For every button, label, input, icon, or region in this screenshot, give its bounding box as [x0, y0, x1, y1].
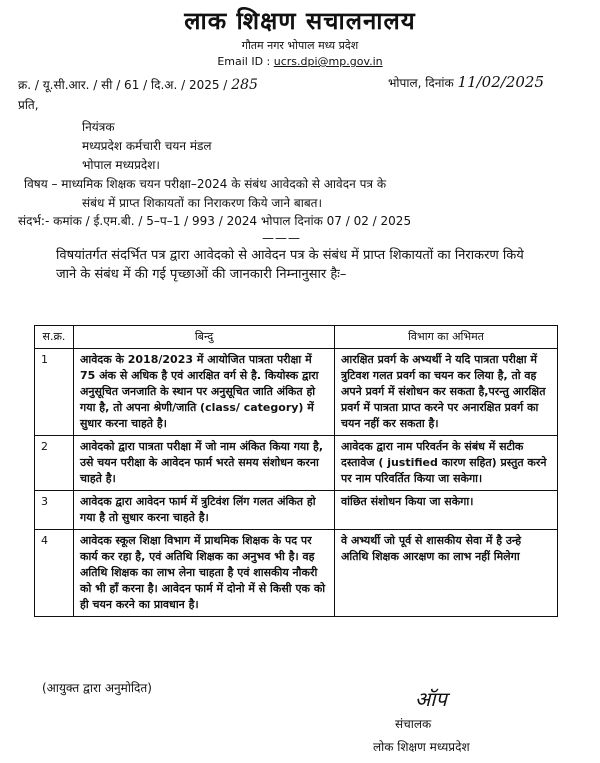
email-line	[0, 55, 600, 68]
reference-number-handwritten: 285	[231, 77, 258, 93]
place-date-label: भोपाल, दिनांक	[388, 76, 454, 90]
addressee-line-1: नियंत्रक	[82, 120, 115, 134]
row-point: आवेदक के 2018/2023 में आयोजित पात्रता परीक्षा में 75 अंक से अधिक है एवं आरक्षित वर्ग से है. कियोस्क द्वारा अनुसूचित जनजाति के स्थान पर अनुसूचित जाति अंकित हो गया है, तो अपना श्रेणी/जाति (class/ category) में सुधार करना चाहते है।	[74, 349, 335, 436]
row-point: आवेदक स्कूल शिक्षा विभाग में प्राथमिक शिक्षक के पद पर कार्य कर रहा है, एवं अतिथि शिक्षक का अनुभव भी है। वह अतिथि शिक्षक का लाभ लेना चाहता है एवं शासकीय नौकरी को भी हाँ करना है। आवेदन फार्म में दोनो में से किसी एक को ही चयन करने का प्रावधान है।	[74, 530, 335, 617]
body-paragraph: विषयांतर्गत संदर्भित पत्र द्वारा आवेदको से आवेदन पत्र के संबंध में प्राप्त शिकायतों का निराकरण किये जाने के संबंध में की गई पृच्छाओं की जानकारी निम्नानुसार हैः–	[56, 248, 524, 282]
row-number: 4	[35, 530, 74, 617]
table-row	[35, 436, 558, 491]
subject-line-2: संबंध में प्राप्त शिकायतों का निराकरण किये जाने बाबत।	[82, 196, 323, 210]
signatory-title: संचालक	[395, 717, 432, 731]
row-number: 1	[35, 349, 74, 436]
email-link[interactable]: ucrs.dpi@mp.gov.in	[273, 55, 383, 68]
page-title: लाक शिक्षण सचालनालय	[184, 7, 416, 35]
signatory-office: लोक शिक्षण मध्यप्रदेश	[373, 740, 470, 754]
addressee-line-2: मध्यप्रदेश कर्मचारी चयन मंडल	[82, 139, 212, 153]
separator: ———	[262, 231, 301, 245]
place-date	[388, 73, 544, 91]
row-opinion: वे अभ्यर्थी जो पूर्व से शासकीय सेवा में है उन्हे अतिथि शिक्षक आरक्षण का लाभ नहीं मिलेगा	[335, 530, 558, 617]
subject-line-1: विषय – माध्यमिक शिक्षक चयन परीक्षा–2024 के संबंध आवेदको से आवेदन पत्र के	[24, 177, 387, 191]
table-header-row	[35, 326, 558, 349]
row-opinion: आवेदक द्वारा नाम परिवर्तन के संबंध में सटीक दस्तावेज ( justified कारण सहित) प्रस्तुत करने पर नाम परिवर्तित किया जा सकेगा।	[335, 436, 558, 491]
office-address: गौतम नगर भोपाल मध्य प्रदेश	[241, 39, 359, 52]
row-point: आवेदक द्वारा आवेदन फार्म में त्रुटिवंश लिंग गलत अंकित हो गया है तो सुधार करना चाहते है।	[74, 491, 335, 530]
addressee-line-3: भोपाल मध्यप्रदेश।	[82, 158, 160, 172]
row-opinion: आरक्षित प्रवर्ग के अभ्यर्थी ने यदि पात्रता परीक्षा में त्रुटिवश गलत प्रवर्ग का चयन कर लिया है, तो वह अपने प्रवर्ग में संशोधन कर सकता है,परन्तु आरक्षित प्रवर्ग में पात्रता प्राप्त करने पर अनारक्षित प्रवर्ग का चयन नहीं कर सकता है।	[335, 349, 558, 436]
complaints-table	[34, 325, 558, 617]
table-row	[35, 491, 558, 530]
reference-number-prefix: क्र. / यू.सी.आर. / सी / 61 / दि.अ. / 2025 /	[18, 78, 228, 92]
row-opinion: वांछित संशोधन किया जा सकेगा।	[335, 491, 558, 530]
signature-mark: ऑप	[415, 687, 447, 711]
row-number: 2	[35, 436, 74, 491]
table-row	[35, 349, 558, 436]
reference-number	[18, 76, 258, 93]
date-handwritten: 11/02/2025	[457, 73, 544, 91]
row-point: आवेदको द्वारा पात्रता परीक्षा में जो नाम अंकित किया गया है, उसे चयन परीक्षा के आवेदन फार्म भरते समय संशोधन करना चाहते है।	[74, 436, 335, 491]
header-point: बिन्दु	[74, 326, 335, 349]
prati: प्रति,	[18, 98, 39, 112]
email-label: Email ID :	[217, 55, 271, 68]
approval-note: (आयुक्त द्वारा अनुमोदित)	[42, 681, 152, 695]
table-row	[35, 530, 558, 617]
header-serial: स.क्र.	[35, 326, 74, 349]
row-number: 3	[35, 491, 74, 530]
header-opinion: विभाग का अभिमत	[335, 326, 558, 349]
reference-letter: संदर्भ:- कमांक / ई.एम.बी. / 5–प–1 / 993 / 2024 भोपाल दिनांक 07 / 02 / 2025	[18, 214, 412, 228]
